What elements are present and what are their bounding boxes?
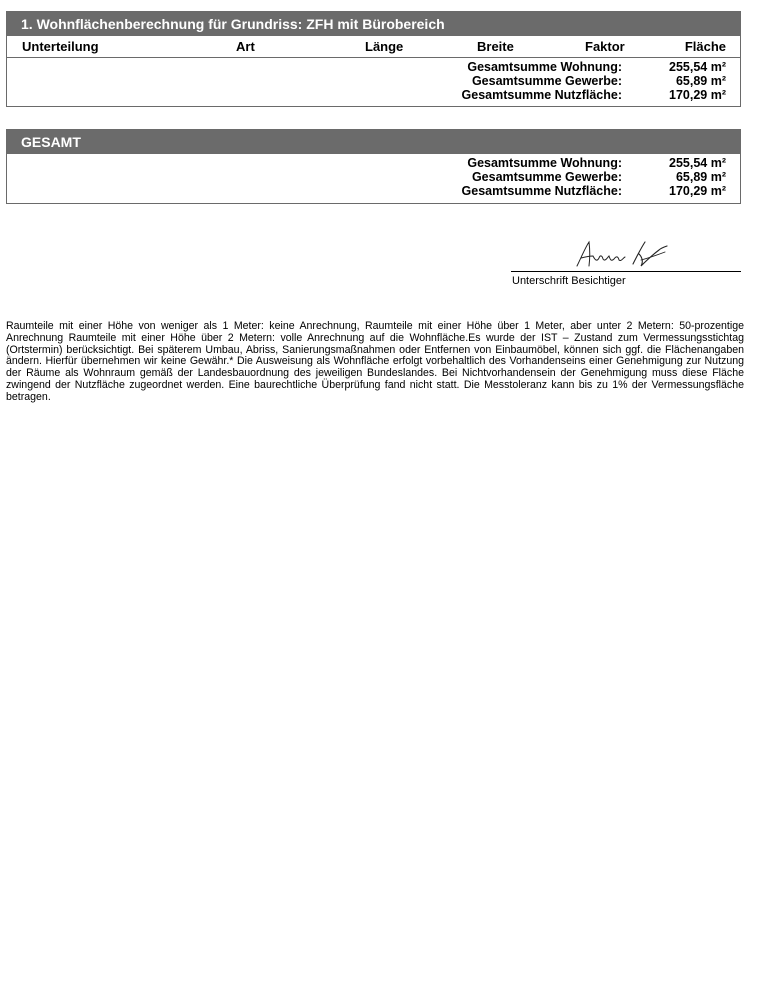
signature-block [511,234,741,289]
section-title: 1. Wohnflächenberechnung für Grundriss: ZFH mit Bürobereich [7,12,740,36]
column-header-faktor: Faktor [585,39,625,54]
total-value: 65,89 m² [675,74,726,88]
column-header-flaeche: Fläche [684,39,726,54]
disclaimer-text: Raumteile mit einer Höhe von weniger als 1 Meter: keine Anrechnung, Raumteile mit einer Höhe über 1 Meter, aber unter 2 Metern: 50-prozentige Anrechnung Raumteile mit einer Höhe über 2 Metern: volle Anrechnung auf die Wohnfläche.Es wurde der IST – Zustand zum Vermessungsstichtag (Ortstermin) berücksichtigt. Bei späterem Umbau, Abriss, Sanierungsmaßnahmen oder Entfernen von Einbaumöbel, können sich ggf. die Flächenangaben ändern. Hierfür übernehmen wir keine Gewähr.* Die Ausweisung als Wohnfläche erfolgt vorbehaltlich des Vorhandenseins einer Genehmigung zur Nutzung der Räume als Wohnraum gemäß der Landesbauordnung des jeweiligen Bundeslandes. Bei Nichtvorhandensein der Genehmigung muss diese Fläche zwingend der Nutzfläche zugeordnet werden. Eine baurechtliche Überprüfung fand nicht statt. Die Messtoleranz kann bis zu 1% der Vermessungsfläche betragen. [6,320,744,403]
total-label: Gesamtsumme Gewerbe: [471,170,622,184]
total-row-wohnung [7,60,740,74]
total-label: Gesamtsumme Wohnung: [467,156,622,170]
handwritten-signature [573,236,669,270]
column-header-art: Art [236,39,255,54]
area-calculation-table [6,11,741,107]
total-row-gewerbe [7,74,740,88]
total-value: 255,54 m² [669,156,726,170]
column-header-laenge: Länge [365,39,404,54]
overall-summary-table [6,129,741,204]
total-label: Gesamtsumme Nutzfläche: [461,184,622,198]
total-value: 170,29 m² [669,184,726,198]
total-row-nutzflaeche [7,88,740,102]
column-header-unterteilung: Unterteilung [22,39,99,54]
total-value: 255,54 m² [669,60,726,74]
totals-block [7,154,740,198]
totals-block [7,58,740,102]
total-row-nutzflaeche [7,184,740,198]
total-label: Gesamtsumme Nutzfläche: [461,88,622,102]
total-row-gewerbe [7,170,740,184]
total-value: 65,89 m² [675,170,726,184]
signature-line [511,271,741,272]
column-header-breite: Breite [477,39,514,54]
column-header-row [7,36,740,58]
total-row-wohnung [7,156,740,170]
total-label: Gesamtsumme Gewerbe: [471,74,622,88]
signature-label: Unterschrift Besichtiger [512,275,626,287]
total-label: Gesamtsumme Wohnung: [467,60,622,74]
total-value: 170,29 m² [669,88,726,102]
section-title: GESAMT [7,130,740,154]
